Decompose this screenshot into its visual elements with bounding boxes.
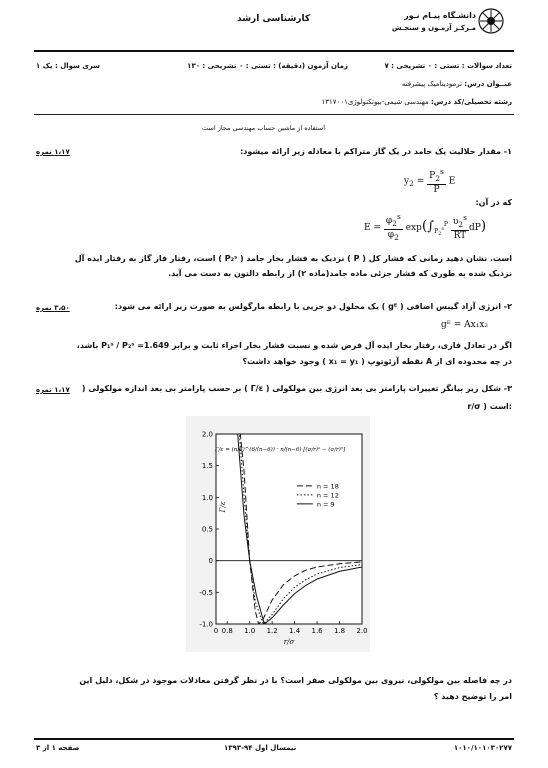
legend-label: n = 9 bbox=[316, 500, 335, 509]
footer-border bbox=[34, 738, 514, 740]
q3-figure bbox=[186, 416, 370, 652]
question-count: تعداد سوالات : تستی : ۰ تشریحی : ۷ bbox=[384, 62, 512, 70]
y-tick-label: 0.5 bbox=[201, 525, 213, 534]
q2-formula: gᴱ = Ax₁x₂ bbox=[441, 320, 489, 330]
top-border bbox=[34, 50, 514, 52]
university-name: دانشـگاه پیـام نـور bbox=[404, 11, 476, 20]
q2-statement: انرژی آزاد گیبس اضافی ( gᴱ ) یک محلول دو جزیی با رابطه مارگولس به صورت زیر ارائه می شود: bbox=[114, 302, 501, 311]
q1-formula: $y_2$ = $\frac{P_2^s}{P}$ E bbox=[404, 167, 456, 195]
exam-level: کارشناسی ارشد bbox=[237, 14, 311, 24]
y-tick-label: -0.5 bbox=[199, 588, 213, 597]
q3-question-1: در چه فاصله بین مولکولی، نیروی بین مولکولی صفر است؟ با در نظر گرفتن معادلات موجود در شکل، دلیل این bbox=[79, 676, 512, 685]
q3-score: ۱،۱۷ نمره bbox=[36, 386, 70, 394]
q2-line-2: اگر در تعادل فازی، رفتار بخار ایده آل فرض شده و نسبت فشار بخار اجزاء ثابت و برابر P₁ˢ / P₂ˢ =1.649 باشد، bbox=[76, 341, 512, 350]
interaction-energy-chart bbox=[186, 416, 370, 652]
exam-time: زمان آزمون (دقیقه) : تستی : ۰ تشریحی : ۱۳۰ bbox=[187, 62, 348, 70]
q1-number: ۱- bbox=[503, 147, 512, 156]
field-value: مهندسی شیمی-بیوتکنولوژی۱۳۱۷۰۰۱ bbox=[321, 98, 429, 106]
q1-explain-1: است. نشان دهید زمانی که فشار کل ( P ) نزدیک به فشار بخار جامد ( P₂ˢ ) است، رفتار فاز گاز به رفتار ایده آل bbox=[74, 254, 512, 263]
x-tick-label: 1.0 bbox=[244, 627, 256, 635]
q1-score: ۱،۱۷ نمره bbox=[36, 148, 70, 156]
x-tick-label: 0.8 bbox=[221, 627, 233, 635]
y-tick-label: -1.0 bbox=[199, 620, 213, 629]
course-title: ترمودینامیک پیشرفته bbox=[401, 80, 463, 88]
footer-semester: نیمسال اول ۹۴-۱۳۹۳ bbox=[224, 744, 297, 752]
plot-frame bbox=[216, 434, 362, 624]
q2-number: ۲- bbox=[503, 302, 512, 311]
q2-line-3: در چه محدوده ای از A نقطه آزئوتوپ ( x₁ = y₁ ) وجود خواهد داشت؟ bbox=[242, 357, 512, 366]
footer-page: صفحه ۱ از ۳ bbox=[36, 744, 80, 752]
university-logo-icon bbox=[478, 8, 504, 34]
q3-question-2: امر را توضیح دهید ؟ bbox=[433, 692, 512, 701]
course-title-row bbox=[402, 80, 512, 88]
equation-annotation: Γ/ε = (n/6)^(6/(n−6)) · n/(n−6) [(σ/r)ⁿ − (σ/r)⁶] bbox=[214, 447, 346, 454]
x-axis-label: r/σ bbox=[283, 638, 295, 646]
info-divider bbox=[34, 114, 514, 115]
q1-text bbox=[240, 145, 512, 159]
x-tick-label: 1.8 bbox=[333, 627, 346, 635]
x-tick-label: 1.4 bbox=[289, 627, 301, 635]
q2-text bbox=[115, 300, 512, 314]
q3-text-2: r/σ ) است: bbox=[467, 402, 512, 411]
y-axis-label: Γ/ε bbox=[219, 501, 227, 513]
q1-explain-2: نزدیک شده به طوری که فشار جزئی ماده جامد(ماده ۲) از رابطه دالتون به دست می آید. bbox=[168, 269, 512, 278]
exam-center: مـرکـز آزمـون و سنجـش bbox=[391, 24, 476, 32]
y-tick-label: 2.0 bbox=[201, 430, 213, 439]
footer-code: ۱۰۱۰/۱۰۱۰۳۰۲۷۷ bbox=[453, 744, 512, 752]
legend-label: n = 12 bbox=[316, 491, 339, 500]
y-tick-label: 0 bbox=[208, 557, 213, 566]
q3-statement: شکل زیر بیانگر تغییرات پارامتر بی بعد انرژی بین مولکولی ( Γ/ε ) بر حسب پارامتر بی بعد اندازه مولکولی ( bbox=[81, 384, 501, 393]
q1-e-formula: E = $\frac{\varphi_2^s}{\varphi_2}$ $\exp(\int_{P_2^s}^P$ $\frac{\upsilon_2^s}{RT}$ dP) bbox=[364, 212, 487, 242]
university-logo bbox=[478, 8, 504, 34]
q1-statement: مقدار حلالیت یک جامد در یک گاز متراکم با معادله زیر ارائه میشود: bbox=[240, 147, 501, 156]
q3-text bbox=[42, 382, 512, 396]
q2-score: ۳،۵۰ نمره bbox=[36, 304, 70, 312]
legend-label: n = 18 bbox=[316, 482, 339, 491]
x-tick-label: 1.2 bbox=[266, 627, 278, 635]
x-tick-label: 2.0 bbox=[356, 627, 368, 635]
q1-where: که در آن: bbox=[475, 198, 512, 207]
course-title-label: عنــوان درس: bbox=[464, 80, 512, 88]
x-tick-label: 1.6 bbox=[311, 627, 323, 635]
field-row bbox=[322, 98, 512, 106]
y-tick-label: 1.0 bbox=[201, 493, 213, 502]
series: سری سوال : یک ۱ bbox=[36, 62, 101, 70]
y-tick-label: 1.5 bbox=[201, 462, 213, 471]
q3-number: ۳- bbox=[503, 384, 512, 393]
calculator-note: استفاده از ماشین حساب مهندسی مجاز است bbox=[202, 124, 326, 132]
field-label: رشته تحصیلی/کد درس: bbox=[430, 98, 512, 106]
x-tick-label: 0 bbox=[213, 627, 219, 635]
